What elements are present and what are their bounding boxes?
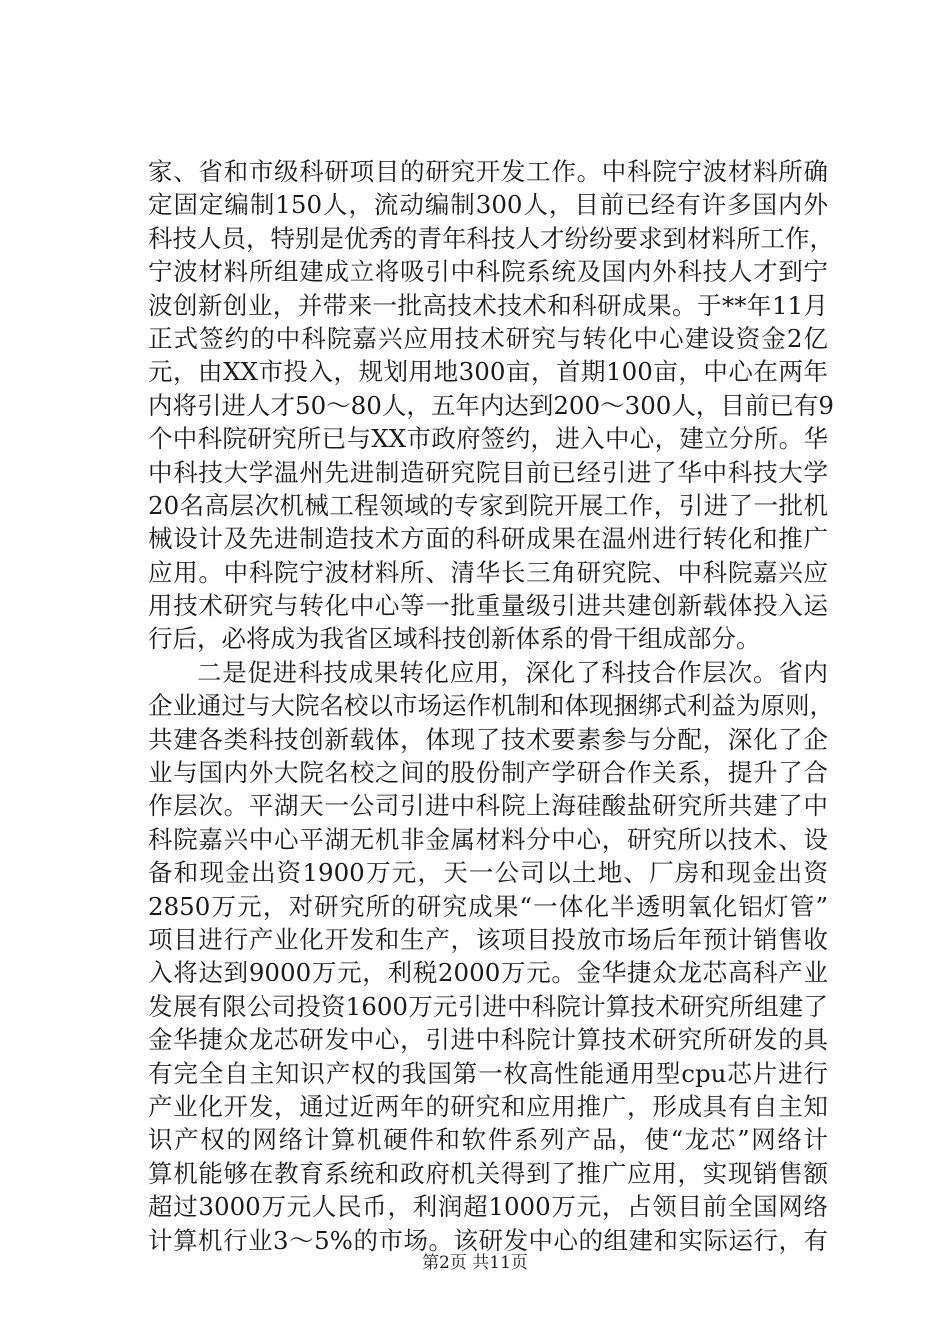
- text-line: 20名高层次机械工程领域的专家到院开展工作，引进了一批机: [148, 490, 828, 520]
- text-line: 项目进行产业化开发和生产，该项目投放市场后年预计销售收: [148, 924, 828, 954]
- text-line: 科技人员，特别是优秀的青年科技人才纷纷要求到材料所工作，: [148, 223, 834, 253]
- text-line: 宁波材料所组建成立将吸引中科院系统及国内外科技人才到宁: [148, 257, 828, 287]
- text-line: 企业通过与大院名校以市场运作机制和体现捆绑式利益为原则，: [148, 691, 834, 721]
- text-line: 元，由XX市投入，规划用地300亩，首期100亩，中心在两年: [148, 357, 828, 387]
- text-line: 产业化开发，通过近两年的研究和应用推广，形成具有自主知: [148, 1091, 828, 1121]
- text-line: 中科技大学温州先进制造研究院目前已经引进了华中科技大学: [148, 457, 828, 487]
- text-line: 械设计及先进制造技术方面的科研成果在温州进行转化和推广: [148, 524, 828, 554]
- text-line: 算机能够在教育系统和政府机关得到了推广应用，实现销售额: [148, 1158, 828, 1188]
- text-line: 2850万元，对研究所的研究成果“一体化半透明氧化铝灯管”: [148, 891, 828, 921]
- text-line: 入将达到9000万元，利税2000万元。金华捷众龙芯高科产业: [148, 958, 828, 988]
- text-line: 备和现金出资1900万元，天一公司以土地、厂房和现金出资: [148, 858, 828, 888]
- text-line: 作层次。平湖天一公司引进中科院上海硅酸盐研究所共建了中: [148, 791, 828, 821]
- body-text: [148, 155, 834, 1257]
- text-line: 业与国内外大院名校之间的股份制产学研合作关系，提升了合: [148, 758, 828, 788]
- text-line: 二是促进科技成果转化应用，深化了科技合作层次。省内: [197, 657, 828, 687]
- text-line: 发展有限公司投资1600万元引进中科院计算技术研究所组建了: [148, 991, 828, 1021]
- text-line: 个中科院研究所已与XX市政府签约，进入中心，建立分所。华: [148, 424, 828, 454]
- text-line: 定固定编制150人，流动编制300人，目前已经有许多国内外: [148, 190, 828, 220]
- text-line: 内将引进人才50～80人，五年内达到200～300人，目前已有9: [148, 390, 834, 420]
- text-line: 有完全自主知识产权的我国第一枚高性能通用型cpu芯片进行: [148, 1058, 828, 1088]
- text-line: 共建各类科技创新载体，体现了技术要素参与分配，深化了企: [148, 724, 828, 754]
- text-line: 超过3000万元人民币，利润超1000万元，占领目前全国网络: [148, 1192, 828, 1222]
- text-line: 金华捷众龙芯研发中心，引进中科院计算技术研究所研发的具: [148, 1025, 828, 1055]
- page-footer: 第2页 共11页: [422, 1253, 528, 1273]
- text-line: 计算机行业3～5%的市场。该研发中心的组建和实际运行，有: [148, 1225, 828, 1255]
- text-line: 行后，必将成为我省区域科技创新体系的骨干组成部分。: [148, 624, 761, 654]
- text-line: 应用。中科院宁波材料所、清华长三角研究院、中科院嘉兴应: [148, 557, 828, 587]
- text-line: 正式签约的中科院嘉兴应用技术研究与转化中心建设资金2亿: [148, 323, 828, 353]
- text-line: 波创新创业，并带来一批高技术技术和科研成果。于**年11月: [148, 290, 828, 320]
- text-line: 科院嘉兴中心平湖无机非金属材料分中心，研究所以技术、设: [148, 824, 828, 854]
- text-line: 家、省和市级科研项目的研究开发工作。中科院宁波材料所确: [148, 157, 828, 186]
- text-line: 用技术研究与转化中心等一批重量级引进共建创新载体投入运: [148, 591, 828, 621]
- text-line: 识产权的网络计算机硬件和软件系列产品，使“龙芯”网络计: [148, 1125, 828, 1155]
